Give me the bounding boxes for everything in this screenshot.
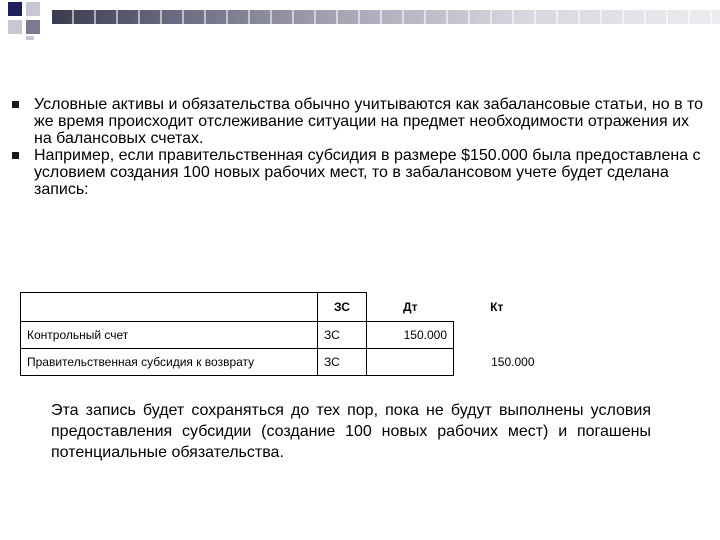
row-name: Правительственная субсидия к возврату (21, 349, 318, 376)
header-decoration (0, 0, 720, 40)
row-account: ЗС (318, 349, 367, 376)
decor-square (26, 20, 40, 34)
row-account: ЗС (318, 322, 367, 349)
row-credit (454, 322, 541, 349)
table-row (21, 322, 541, 349)
row-name: Контрольный счет (21, 322, 318, 349)
header-cell-credit: Кт (490, 300, 504, 314)
header-cell-empty (21, 293, 318, 322)
header-band-stripes (52, 10, 720, 24)
ledger-table (20, 292, 541, 376)
bullet-list (10, 96, 710, 198)
row-credit: 150.000 (491, 355, 535, 369)
header-cell-debit: Дт (403, 299, 418, 314)
decor-square (8, 2, 22, 16)
decor-square (26, 2, 40, 16)
bullet-text: Например, если правительственная субсидия в размере $150.000 была предоставлена с условием создания 100 новых рабочих мест, то в забалансовом учете будет сделана запись: (34, 147, 701, 198)
bullet-item (10, 147, 710, 198)
bullet-square-icon (12, 101, 19, 108)
conclusion-text: Эта запись будет сохраняться до тех пор, пока не будут выполнены условия предоставления субсидии (создание 100 новых рабочих мест) и погашены потенциальные обязательства. (51, 402, 651, 461)
table-row (21, 349, 541, 376)
decor-square (8, 20, 22, 34)
bullet-text: Условные активы и обязательства обычно учитываются как забалансовые статьи, но в то же время происходит отслеживание ситуации на предмет необходимости отражения их на балансовых счетах. (34, 96, 704, 147)
decor-square (26, 36, 34, 40)
bullet-square-icon (12, 152, 19, 159)
row-debit (367, 349, 454, 376)
table-header-row (21, 293, 541, 322)
header-cell-account: ЗС (318, 293, 367, 322)
bullet-item (10, 96, 710, 147)
row-debit: 150.000 (367, 322, 454, 349)
